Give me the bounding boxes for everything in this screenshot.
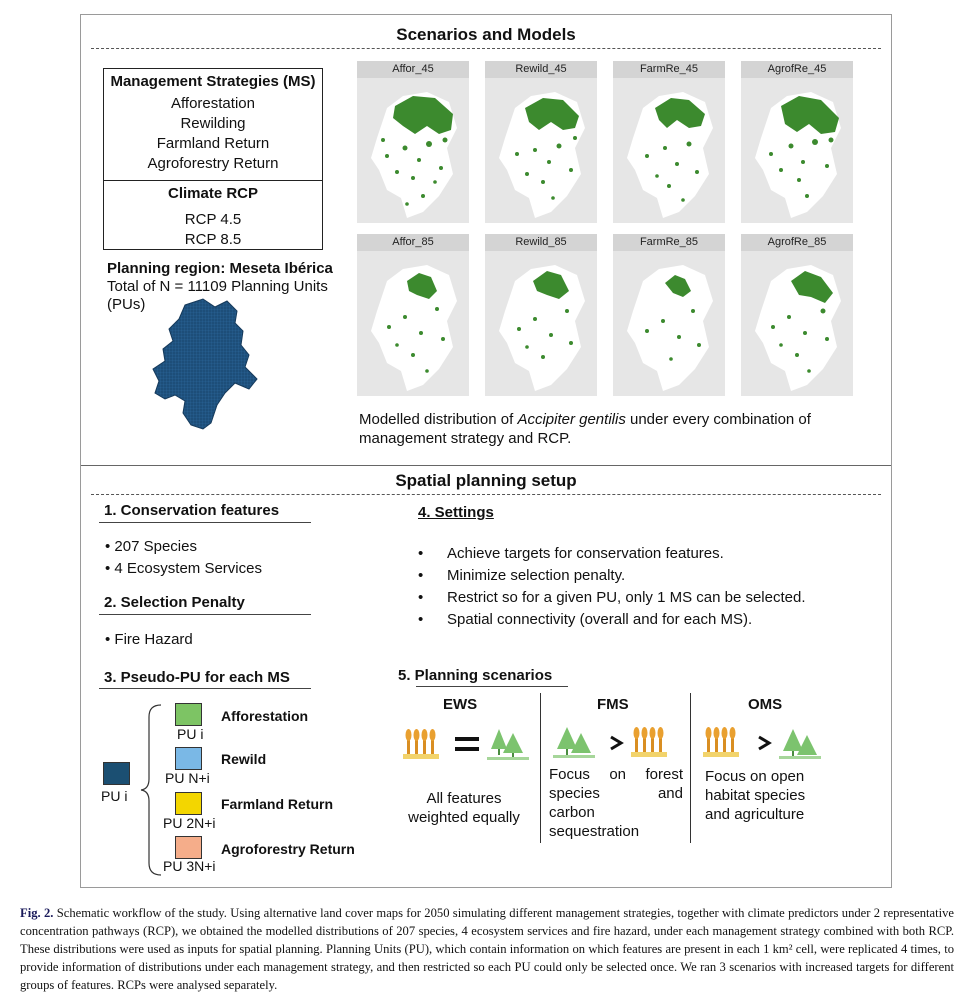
species-name: Accipiter gentilis <box>517 411 626 428</box>
scenario-desc: Focus on open <box>705 768 805 785</box>
region-title: Planning region: Meseta Ibérica <box>107 260 333 277</box>
scenario-desc: and agriculture <box>705 806 805 823</box>
map-rewild-85 <box>485 234 597 396</box>
scenario-desc: Focus on forest <box>549 766 683 783</box>
s2-item: • Fire Hazard <box>105 631 193 648</box>
s4-bullet: • <box>418 589 424 606</box>
region-total: Total of N = 11109 Planning Units <box>107 278 328 295</box>
map-rewild-45 <box>485 61 597 223</box>
pu-square-afforestation <box>175 703 202 726</box>
s4-heading: 4. Settings <box>418 504 494 521</box>
maps-caption-post: under every combination of <box>625 411 811 428</box>
maps-caption-pre: Modelled distribution of <box>359 411 518 428</box>
scenario-code-ews: EWS <box>443 696 478 713</box>
heading-rule <box>99 688 311 689</box>
tree-icon <box>779 729 821 759</box>
pu-ms-name: Agroforestry Return <box>221 841 355 857</box>
box-separator <box>104 180 322 181</box>
s4-item: Restrict so for a given PU, only 1 MS can be selected. <box>447 589 806 606</box>
ms-heading: Management Strategies (MS) <box>110 73 316 90</box>
map-label: Affor_45 <box>357 61 469 78</box>
s4-item: Minimize selection penalty. <box>447 567 626 584</box>
wheat-icon <box>631 727 667 757</box>
caption-text: Schematic workflow of the study. Using alternative land cover maps for 2050 simulating different management strategies, together with climate predictors under 2 representative concentration pathways (RCP), we obtained the modelled distributions of 207 species, 4 ecosystem services and fire hazard, under each management strategy combined with both RCP. These distributions were used as inputs for spatial planning. Planning Units (PU), which contain information on which features are present in each 1 km² cell, were replicated 4 times, to provide information of distributions under each management strategy, and then restricted so each PU could only be selected once. We ran 3 scenarios with increased targets for different groups of features. RCPs were analysed separately. <box>20 906 955 992</box>
ews-icons <box>403 727 531 763</box>
pu-square-farmland <box>175 792 202 815</box>
map-label: AgrofRe_85 <box>741 234 853 251</box>
ms-rcp-box <box>103 68 323 250</box>
heading-rule <box>99 522 311 523</box>
map-farmre-85 <box>613 234 725 396</box>
region-pus: (PUs) <box>107 296 146 313</box>
map-label: Rewild_45 <box>485 61 597 78</box>
pu-label: PU 3N+i <box>163 858 216 874</box>
distribution-map <box>357 78 469 223</box>
maps-caption-line2: management strategy and RCP. <box>359 430 572 447</box>
section-title-planning: Spatial planning setup <box>395 471 577 490</box>
figure-label: Fig. 2. <box>20 906 54 920</box>
pu-label: PU N+i <box>165 770 210 786</box>
tree-icon <box>487 729 529 760</box>
distribution-map <box>613 251 725 396</box>
ms-item: Afforestation <box>171 95 255 112</box>
scenario-code-fms: FMS <box>597 696 629 713</box>
s1-item: • 207 Species <box>105 538 197 555</box>
scenario-desc: weighted equally <box>408 809 520 826</box>
distribution-map <box>741 251 853 396</box>
s3-heading: 3. Pseudo-PU for each MS <box>104 669 290 686</box>
map-label: Rewild_85 <box>485 234 597 251</box>
scenario-divider <box>540 693 542 843</box>
maps-caption-line1 <box>359 410 811 429</box>
map-label: FarmRe_85 <box>613 234 725 251</box>
rcp-item: RCP 4.5 <box>184 211 242 228</box>
s4-bullet: • <box>418 567 424 584</box>
scenario-desc: All features <box>426 790 502 807</box>
map-label: FarmRe_45 <box>613 61 725 78</box>
ms-item: Farmland Return <box>156 135 270 152</box>
scenario-code-oms: OMS <box>748 696 783 713</box>
oms-icons <box>703 723 833 763</box>
pu-label: PU 2N+i <box>163 815 216 831</box>
map-agrofre-45 <box>741 61 853 223</box>
pu-square-rewild <box>175 747 202 770</box>
section-title-scenarios: Scenarios and Models <box>396 25 576 44</box>
distribution-map <box>741 78 853 223</box>
fms-icons <box>551 723 681 763</box>
pu-square-agroforestry <box>175 836 202 859</box>
section-divider <box>81 465 891 466</box>
ms-item: Agroforestry Return <box>147 155 279 172</box>
map-agrofre-85 <box>741 234 853 396</box>
pu-ms-name: Afforestation <box>221 708 309 724</box>
s4-bullet: • <box>418 611 424 628</box>
figure-caption <box>20 904 954 994</box>
dashed-divider <box>91 48 881 49</box>
pu-label: PU i <box>177 726 204 742</box>
dashed-divider <box>91 494 881 495</box>
s2-heading: 2. Selection Penalty <box>104 594 245 611</box>
map-affor-45 <box>357 61 469 223</box>
scenario-desc: carbon sequestration <box>549 804 640 840</box>
distribution-map <box>485 251 597 396</box>
s4-bullet: • <box>418 545 424 562</box>
ms-item: Rewilding <box>180 115 246 132</box>
tree-icon <box>553 727 595 758</box>
wheat-icon <box>703 727 739 757</box>
pu-ms-name: Rewild <box>221 751 267 767</box>
distribution-map <box>613 78 725 223</box>
distribution-map <box>357 251 469 396</box>
pu-ms-name: Farmland Return <box>221 796 334 812</box>
map-label: AgrofRe_45 <box>741 61 853 78</box>
heading-rule <box>99 614 311 615</box>
scenario-divider <box>690 693 692 843</box>
scenario-desc: habitat species <box>705 787 806 804</box>
s4-item: Achieve targets for conservation features. <box>447 545 724 562</box>
rcp-heading: Climate RCP <box>167 185 259 202</box>
map-label: Affor_85 <box>357 234 469 251</box>
pu-base-label: PU i <box>101 788 128 804</box>
wheat-icon <box>403 729 439 759</box>
brace <box>137 701 167 879</box>
scenario-desc: species and <box>549 785 683 802</box>
distribution-map <box>485 78 597 223</box>
map-farmre-45 <box>613 61 725 223</box>
s4-item: Spatial connectivity (overall and for each MS). <box>447 611 753 628</box>
s1-heading: 1. Conservation features <box>104 502 280 519</box>
map-affor-85 <box>357 234 469 396</box>
s1-item: • 4 Ecosystem Services <box>105 560 262 577</box>
s5-heading: 5. Planning scenarios <box>398 667 553 684</box>
planning-region-map <box>145 297 275 437</box>
pu-base-square <box>103 762 130 785</box>
rcp-item: RCP 8.5 <box>184 231 242 248</box>
heading-rule <box>416 686 568 687</box>
figure-frame <box>80 14 892 888</box>
